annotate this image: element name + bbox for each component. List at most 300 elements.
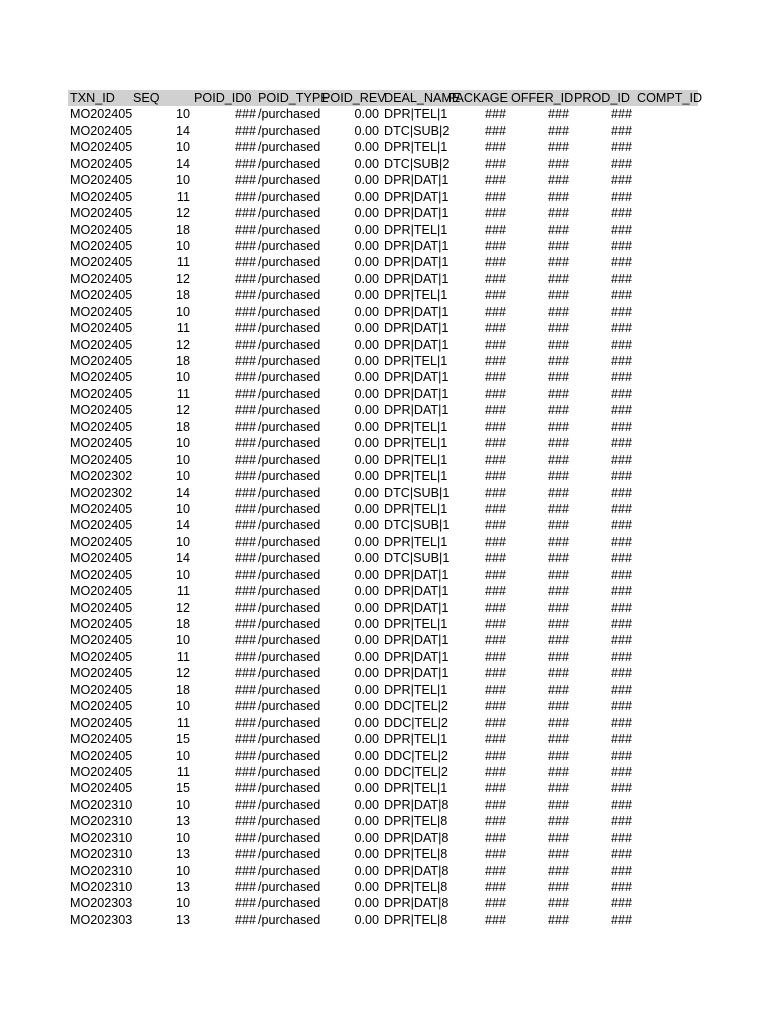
cell-offer-id[interactable]: ### bbox=[547, 912, 569, 927]
cell-prod-id[interactable]: ### bbox=[610, 222, 632, 237]
cell-poid-id0[interactable]: ### bbox=[234, 732, 256, 747]
cell-package[interactable]: ### bbox=[484, 764, 506, 779]
cell-offer-id[interactable]: ### bbox=[547, 699, 569, 714]
cell-poid-id0[interactable]: ### bbox=[234, 501, 256, 516]
cell-txn-id[interactable]: MO202405 bbox=[70, 748, 133, 763]
cell-prod-id[interactable]: ### bbox=[610, 880, 632, 894]
cell-poid-type[interactable]: /purchased bbox=[258, 288, 321, 303]
cell-seq[interactable]: 10 bbox=[175, 452, 190, 467]
cell-offer-id[interactable]: ### bbox=[547, 633, 569, 648]
cell-poid-type[interactable]: /purchased bbox=[258, 469, 321, 484]
cell-poid-rev[interactable]: 0.00 bbox=[354, 386, 379, 401]
cell-poid-id0[interactable]: ### bbox=[234, 814, 256, 829]
cell-prod-id[interactable]: ### bbox=[610, 797, 632, 812]
cell-offer-id[interactable]: ### bbox=[547, 715, 569, 730]
cell-offer-id[interactable]: ### bbox=[547, 617, 569, 631]
cell-offer-id[interactable]: ### bbox=[547, 584, 569, 599]
cell-poid-rev[interactable]: 0.00 bbox=[354, 222, 379, 237]
cell-poid-rev[interactable]: 0.00 bbox=[354, 337, 379, 352]
cell-deal-name[interactable]: DPR|TEL|8 bbox=[384, 814, 448, 829]
cell-package[interactable]: ### bbox=[484, 337, 506, 352]
cell-poid-rev[interactable]: 0.00 bbox=[354, 304, 379, 319]
cell-offer-id[interactable]: ### bbox=[547, 271, 569, 286]
cell-package[interactable]: ### bbox=[484, 896, 506, 911]
cell-prod-id[interactable]: ### bbox=[610, 847, 632, 862]
cell-poid-type[interactable]: /purchased bbox=[258, 370, 321, 385]
cell-poid-rev[interactable]: 0.00 bbox=[354, 255, 379, 270]
cell-poid-id0[interactable]: ### bbox=[234, 288, 256, 303]
cell-poid-rev[interactable]: 0.00 bbox=[354, 189, 379, 204]
cell-seq[interactable]: 14 bbox=[175, 156, 190, 171]
cell-package[interactable]: ### bbox=[484, 534, 506, 549]
cell-seq[interactable]: 14 bbox=[175, 551, 190, 566]
cell-poid-type[interactable]: /purchased bbox=[258, 797, 321, 812]
cell-poid-rev[interactable]: 0.00 bbox=[354, 896, 379, 911]
cell-txn-id[interactable]: MO202405 bbox=[70, 600, 133, 615]
cell-seq[interactable]: 15 bbox=[175, 781, 190, 796]
cell-offer-id[interactable]: ### bbox=[547, 781, 569, 796]
cell-offer-id[interactable]: ### bbox=[547, 288, 569, 303]
cell-poid-id0[interactable]: ### bbox=[234, 633, 256, 648]
cell-txn-id[interactable]: MO202303 bbox=[70, 896, 133, 911]
cell-txn-id[interactable]: MO202405 bbox=[70, 238, 133, 253]
cell-offer-id[interactable]: ### bbox=[547, 173, 569, 188]
cell-package[interactable]: ### bbox=[484, 567, 506, 582]
cell-seq[interactable]: 18 bbox=[175, 222, 190, 237]
cell-package[interactable]: ### bbox=[484, 781, 506, 796]
cell-prod-id[interactable]: ### bbox=[610, 715, 632, 730]
cell-poid-id0[interactable]: ### bbox=[234, 518, 256, 533]
cell-package[interactable]: ### bbox=[484, 173, 506, 188]
cell-deal-name[interactable]: DPR|TEL|1 bbox=[384, 222, 448, 237]
cell-deal-name[interactable]: DPR|DAT|8 bbox=[384, 896, 449, 911]
cell-poid-id0[interactable]: ### bbox=[234, 764, 256, 779]
cell-poid-type[interactable]: /purchased bbox=[258, 156, 321, 171]
cell-poid-type[interactable]: /purchased bbox=[258, 682, 321, 697]
cell-package[interactable]: ### bbox=[484, 797, 506, 812]
cell-txn-id[interactable]: MO202405 bbox=[70, 633, 133, 648]
cell-poid-type[interactable]: /purchased bbox=[258, 419, 321, 434]
cell-poid-id0[interactable]: ### bbox=[234, 123, 256, 138]
cell-txn-id[interactable]: MO202303 bbox=[70, 912, 133, 927]
cell-txn-id[interactable]: MO202405 bbox=[70, 337, 133, 352]
cell-txn-id[interactable]: MO202310 bbox=[70, 814, 133, 829]
cell-prod-id[interactable]: ### bbox=[610, 469, 632, 484]
cell-deal-name[interactable]: DPR|DAT|1 bbox=[384, 584, 449, 599]
cell-poid-type[interactable]: /purchased bbox=[258, 337, 321, 352]
cell-txn-id[interactable]: MO202302 bbox=[70, 485, 133, 500]
cell-offer-id[interactable]: ### bbox=[547, 156, 569, 171]
cell-offer-id[interactable]: ### bbox=[547, 797, 569, 812]
cell-seq[interactable]: 11 bbox=[176, 189, 190, 204]
cell-offer-id[interactable]: ### bbox=[547, 814, 569, 829]
header-poid-id0[interactable]: POID_ID0 bbox=[194, 91, 252, 105]
cell-deal-name[interactable]: DPR|DAT|1 bbox=[384, 238, 449, 253]
cell-poid-id0[interactable]: ### bbox=[234, 551, 256, 566]
cell-txn-id[interactable]: MO202405 bbox=[70, 617, 133, 631]
cell-poid-id0[interactable]: ### bbox=[234, 469, 256, 484]
cell-offer-id[interactable]: ### bbox=[547, 370, 569, 385]
cell-poid-type[interactable]: /purchased bbox=[258, 896, 321, 911]
cell-deal-name[interactable]: DPR|TEL|1 bbox=[384, 682, 448, 697]
cell-package[interactable]: ### bbox=[484, 518, 506, 533]
cell-poid-rev[interactable]: 0.00 bbox=[354, 403, 379, 418]
cell-seq[interactable]: 11 bbox=[176, 584, 190, 599]
cell-seq[interactable]: 10 bbox=[175, 567, 190, 582]
cell-poid-id0[interactable]: ### bbox=[234, 912, 256, 927]
cell-package[interactable]: ### bbox=[484, 732, 506, 747]
cell-poid-type[interactable]: /purchased bbox=[258, 354, 321, 368]
cell-offer-id[interactable]: ### bbox=[547, 600, 569, 615]
cell-prod-id[interactable]: ### bbox=[610, 732, 632, 747]
cell-txn-id[interactable]: MO202405 bbox=[70, 206, 133, 221]
cell-poid-rev[interactable]: 0.00 bbox=[354, 584, 379, 599]
cell-txn-id[interactable]: MO202310 bbox=[70, 847, 133, 862]
header-txn-id[interactable]: TXN_ID bbox=[70, 91, 115, 105]
cell-offer-id[interactable]: ### bbox=[547, 534, 569, 549]
cell-poid-id0[interactable]: ### bbox=[234, 370, 256, 385]
cell-poid-id0[interactable]: ### bbox=[234, 715, 256, 730]
cell-poid-type[interactable]: /purchased bbox=[258, 699, 321, 714]
cell-offer-id[interactable]: ### bbox=[547, 649, 569, 664]
cell-txn-id[interactable]: MO202405 bbox=[70, 452, 133, 467]
cell-poid-type[interactable]: /purchased bbox=[258, 666, 321, 681]
cell-txn-id[interactable]: MO202405 bbox=[70, 419, 133, 434]
cell-poid-rev[interactable]: 0.00 bbox=[354, 123, 379, 138]
cell-package[interactable]: ### bbox=[484, 222, 506, 237]
cell-prod-id[interactable]: ### bbox=[610, 452, 632, 467]
cell-poid-rev[interactable]: 0.00 bbox=[354, 419, 379, 434]
cell-package[interactable]: ### bbox=[484, 436, 506, 451]
cell-poid-type[interactable]: /purchased bbox=[258, 386, 321, 401]
cell-poid-id0[interactable]: ### bbox=[234, 567, 256, 582]
header-compt-id[interactable]: COMPT_ID bbox=[637, 91, 703, 105]
cell-package[interactable]: ### bbox=[484, 912, 506, 927]
cell-poid-type[interactable]: /purchased bbox=[258, 567, 321, 582]
cell-offer-id[interactable]: ### bbox=[547, 206, 569, 221]
cell-poid-rev[interactable]: 0.00 bbox=[354, 699, 379, 714]
cell-txn-id[interactable]: MO202405 bbox=[70, 764, 133, 779]
cell-prod-id[interactable]: ### bbox=[610, 354, 632, 368]
cell-txn-id[interactable]: MO202405 bbox=[70, 140, 133, 155]
cell-package[interactable]: ### bbox=[484, 321, 506, 336]
cell-deal-name[interactable]: DDC|TEL|2 bbox=[384, 748, 448, 763]
cell-seq[interactable]: 14 bbox=[175, 485, 190, 500]
cell-txn-id[interactable]: MO202405 bbox=[70, 699, 133, 714]
cell-deal-name[interactable]: DTC|SUB|1 bbox=[384, 518, 450, 533]
cell-seq[interactable]: 13 bbox=[175, 847, 190, 862]
cell-poid-rev[interactable]: 0.00 bbox=[354, 288, 379, 303]
cell-deal-name[interactable]: DDC|TEL|2 bbox=[384, 699, 448, 714]
cell-poid-id0[interactable]: ### bbox=[234, 337, 256, 352]
cell-txn-id[interactable]: MO202405 bbox=[70, 551, 133, 566]
cell-txn-id[interactable]: MO202405 bbox=[70, 501, 133, 516]
cell-poid-rev[interactable]: 0.00 bbox=[354, 156, 379, 171]
cell-poid-rev[interactable]: 0.00 bbox=[354, 485, 379, 500]
cell-poid-type[interactable]: /purchased bbox=[258, 238, 321, 253]
cell-poid-id0[interactable]: ### bbox=[234, 682, 256, 697]
cell-deal-name[interactable]: DPR|DAT|1 bbox=[384, 567, 449, 582]
cell-package[interactable]: ### bbox=[484, 271, 506, 286]
cell-poid-id0[interactable]: ### bbox=[234, 534, 256, 549]
cell-deal-name[interactable]: DPR|TEL|8 bbox=[384, 847, 448, 862]
cell-txn-id[interactable]: MO202405 bbox=[70, 321, 133, 336]
cell-txn-id[interactable]: MO202310 bbox=[70, 830, 133, 845]
cell-deal-name[interactable]: DPR|DAT|1 bbox=[384, 649, 449, 664]
cell-poid-type[interactable]: /purchased bbox=[258, 880, 321, 894]
cell-poid-type[interactable]: /purchased bbox=[258, 501, 321, 516]
cell-seq[interactable]: 11 bbox=[176, 321, 190, 336]
cell-prod-id[interactable]: ### bbox=[610, 896, 632, 911]
cell-prod-id[interactable]: ### bbox=[610, 123, 632, 138]
cell-poid-type[interactable]: /purchased bbox=[258, 173, 321, 188]
cell-seq[interactable]: 10 bbox=[175, 238, 190, 253]
cell-poid-type[interactable]: /purchased bbox=[258, 584, 321, 599]
cell-poid-id0[interactable]: ### bbox=[234, 748, 256, 763]
cell-poid-type[interactable]: /purchased bbox=[258, 271, 321, 286]
cell-deal-name[interactable]: DPR|DAT|1 bbox=[384, 403, 449, 418]
cell-seq[interactable]: 12 bbox=[175, 666, 190, 681]
cell-txn-id[interactable]: MO202405 bbox=[70, 354, 133, 368]
cell-seq[interactable]: 11 bbox=[176, 649, 190, 664]
cell-deal-name[interactable]: DPR|DAT|1 bbox=[384, 666, 449, 681]
cell-seq[interactable]: 10 bbox=[175, 830, 190, 845]
cell-deal-name[interactable]: DTC|SUB|1 bbox=[384, 485, 450, 500]
cell-poid-id0[interactable]: ### bbox=[234, 863, 256, 878]
cell-poid-type[interactable]: /purchased bbox=[258, 436, 321, 451]
cell-seq[interactable]: 10 bbox=[175, 863, 190, 878]
cell-poid-rev[interactable]: 0.00 bbox=[354, 321, 379, 336]
cell-deal-name[interactable]: DPR|DAT|1 bbox=[384, 206, 449, 221]
cell-package[interactable]: ### bbox=[484, 551, 506, 566]
cell-package[interactable]: ### bbox=[484, 238, 506, 253]
cell-seq[interactable]: 10 bbox=[175, 633, 190, 648]
cell-txn-id[interactable]: MO202405 bbox=[70, 584, 133, 599]
cell-package[interactable]: ### bbox=[484, 370, 506, 385]
cell-package[interactable]: ### bbox=[484, 715, 506, 730]
cell-prod-id[interactable]: ### bbox=[610, 649, 632, 664]
cell-poid-type[interactable]: /purchased bbox=[258, 403, 321, 418]
cell-seq[interactable]: 18 bbox=[175, 682, 190, 697]
cell-poid-type[interactable]: /purchased bbox=[258, 847, 321, 862]
cell-package[interactable]: ### bbox=[484, 419, 506, 434]
cell-seq[interactable]: 10 bbox=[175, 501, 190, 516]
cell-prod-id[interactable]: ### bbox=[610, 271, 632, 286]
cell-poid-id0[interactable]: ### bbox=[234, 255, 256, 270]
cell-deal-name[interactable]: DPR|DAT|8 bbox=[384, 863, 449, 878]
cell-poid-rev[interactable]: 0.00 bbox=[354, 863, 379, 878]
cell-poid-type[interactable]: /purchased bbox=[258, 830, 321, 845]
cell-seq[interactable]: 10 bbox=[175, 304, 190, 319]
header-prod-id[interactable]: PROD_ID bbox=[574, 91, 630, 105]
cell-offer-id[interactable]: ### bbox=[547, 732, 569, 747]
cell-txn-id[interactable]: MO202405 bbox=[70, 189, 133, 204]
cell-txn-id[interactable]: MO202405 bbox=[70, 732, 133, 747]
cell-seq[interactable]: 10 bbox=[175, 748, 190, 763]
cell-prod-id[interactable]: ### bbox=[610, 238, 632, 253]
cell-deal-name[interactable]: DPR|TEL|1 bbox=[384, 469, 448, 484]
cell-poid-rev[interactable]: 0.00 bbox=[354, 682, 379, 697]
cell-seq[interactable]: 10 bbox=[175, 896, 190, 911]
cell-seq[interactable]: 11 bbox=[176, 255, 190, 270]
cell-txn-id[interactable]: MO202405 bbox=[70, 304, 133, 319]
cell-seq[interactable]: 18 bbox=[175, 354, 190, 368]
cell-package[interactable]: ### bbox=[484, 600, 506, 615]
cell-poid-type[interactable]: /purchased bbox=[258, 551, 321, 566]
header-offer-id[interactable]: OFFER_ID bbox=[511, 91, 574, 105]
header-poid-type[interactable]: POID_TYPE bbox=[258, 91, 329, 105]
cell-prod-id[interactable]: ### bbox=[610, 107, 632, 122]
cell-package[interactable]: ### bbox=[484, 189, 506, 204]
cell-seq[interactable]: 14 bbox=[175, 123, 190, 138]
cell-poid-id0[interactable]: ### bbox=[234, 189, 256, 204]
cell-poid-id0[interactable]: ### bbox=[234, 847, 256, 862]
cell-prod-id[interactable]: ### bbox=[610, 485, 632, 500]
cell-poid-rev[interactable]: 0.00 bbox=[354, 518, 379, 533]
cell-poid-type[interactable]: /purchased bbox=[258, 764, 321, 779]
cell-package[interactable]: ### bbox=[484, 140, 506, 155]
cell-poid-rev[interactable]: 0.00 bbox=[354, 633, 379, 648]
cell-txn-id[interactable]: MO202310 bbox=[70, 797, 133, 812]
cell-poid-type[interactable]: /purchased bbox=[258, 485, 321, 500]
cell-offer-id[interactable]: ### bbox=[547, 321, 569, 336]
cell-txn-id[interactable]: MO202405 bbox=[70, 682, 133, 697]
cell-prod-id[interactable]: ### bbox=[610, 518, 632, 533]
cell-txn-id[interactable]: MO202405 bbox=[70, 666, 133, 681]
cell-prod-id[interactable]: ### bbox=[610, 436, 632, 451]
cell-package[interactable]: ### bbox=[484, 304, 506, 319]
cell-package[interactable]: ### bbox=[484, 649, 506, 664]
cell-offer-id[interactable]: ### bbox=[547, 452, 569, 467]
cell-offer-id[interactable]: ### bbox=[547, 238, 569, 253]
cell-deal-name[interactable]: DDC|TEL|2 bbox=[384, 715, 448, 730]
cell-txn-id[interactable]: MO202405 bbox=[70, 288, 133, 303]
cell-offer-id[interactable]: ### bbox=[547, 107, 569, 122]
cell-poid-rev[interactable]: 0.00 bbox=[354, 600, 379, 615]
cell-seq[interactable]: 13 bbox=[175, 814, 190, 829]
cell-deal-name[interactable]: DPR|TEL|1 bbox=[384, 107, 448, 122]
cell-poid-type[interactable]: /purchased bbox=[258, 255, 321, 270]
cell-package[interactable]: ### bbox=[484, 617, 506, 631]
cell-poid-id0[interactable]: ### bbox=[234, 173, 256, 188]
cell-offer-id[interactable]: ### bbox=[547, 222, 569, 237]
cell-seq[interactable]: 10 bbox=[175, 534, 190, 549]
cell-offer-id[interactable]: ### bbox=[547, 880, 569, 894]
cell-poid-rev[interactable]: 0.00 bbox=[354, 436, 379, 451]
cell-prod-id[interactable]: ### bbox=[610, 189, 632, 204]
cell-txn-id[interactable]: MO202405 bbox=[70, 255, 133, 270]
cell-txn-id[interactable]: MO202405 bbox=[70, 173, 133, 188]
cell-poid-rev[interactable]: 0.00 bbox=[354, 173, 379, 188]
cell-poid-id0[interactable]: ### bbox=[234, 436, 256, 451]
cell-seq[interactable]: 10 bbox=[175, 173, 190, 188]
cell-poid-type[interactable]: /purchased bbox=[258, 814, 321, 829]
cell-prod-id[interactable]: ### bbox=[610, 600, 632, 615]
cell-poid-type[interactable]: /purchased bbox=[258, 748, 321, 763]
cell-seq[interactable]: 10 bbox=[175, 107, 190, 122]
cell-offer-id[interactable]: ### bbox=[547, 764, 569, 779]
cell-deal-name[interactable]: DDC|TEL|2 bbox=[384, 764, 448, 779]
cell-poid-type[interactable]: /purchased bbox=[258, 140, 321, 155]
cell-offer-id[interactable]: ### bbox=[547, 682, 569, 697]
cell-deal-name[interactable]: DPR|DAT|1 bbox=[384, 304, 449, 319]
cell-poid-rev[interactable]: 0.00 bbox=[354, 781, 379, 796]
cell-txn-id[interactable]: MO202405 bbox=[70, 534, 133, 549]
cell-offer-id[interactable]: ### bbox=[547, 304, 569, 319]
cell-prod-id[interactable]: ### bbox=[610, 912, 632, 927]
cell-deal-name[interactable]: DPR|DAT|1 bbox=[384, 386, 449, 401]
cell-poid-id0[interactable]: ### bbox=[234, 304, 256, 319]
cell-prod-id[interactable]: ### bbox=[610, 403, 632, 418]
cell-poid-id0[interactable]: ### bbox=[234, 600, 256, 615]
cell-package[interactable]: ### bbox=[484, 403, 506, 418]
cell-prod-id[interactable]: ### bbox=[610, 337, 632, 352]
cell-txn-id[interactable]: MO202405 bbox=[70, 271, 133, 286]
cell-offer-id[interactable]: ### bbox=[547, 666, 569, 681]
cell-package[interactable]: ### bbox=[484, 123, 506, 138]
cell-offer-id[interactable]: ### bbox=[547, 748, 569, 763]
cell-deal-name[interactable]: DPR|TEL|1 bbox=[384, 140, 448, 155]
cell-seq[interactable]: 18 bbox=[175, 617, 190, 631]
cell-offer-id[interactable]: ### bbox=[547, 386, 569, 401]
cell-poid-rev[interactable]: 0.00 bbox=[354, 764, 379, 779]
cell-package[interactable]: ### bbox=[484, 501, 506, 516]
header-poid-rev[interactable]: POID_REV bbox=[322, 91, 386, 105]
cell-poid-rev[interactable]: 0.00 bbox=[354, 715, 379, 730]
cell-poid-id0[interactable]: ### bbox=[234, 156, 256, 171]
cell-txn-id[interactable]: MO202405 bbox=[70, 156, 133, 171]
cell-prod-id[interactable]: ### bbox=[610, 551, 632, 566]
cell-offer-id[interactable]: ### bbox=[547, 896, 569, 911]
cell-deal-name[interactable]: DPR|DAT|1 bbox=[384, 370, 449, 385]
cell-package[interactable]: ### bbox=[484, 814, 506, 829]
header-package[interactable]: PACKAGE bbox=[448, 91, 508, 105]
cell-seq[interactable]: 11 bbox=[176, 764, 190, 779]
cell-seq[interactable]: 12 bbox=[175, 337, 190, 352]
cell-prod-id[interactable]: ### bbox=[610, 534, 632, 549]
cell-poid-id0[interactable]: ### bbox=[234, 485, 256, 500]
cell-package[interactable]: ### bbox=[484, 748, 506, 763]
cell-prod-id[interactable]: ### bbox=[610, 863, 632, 878]
cell-offer-id[interactable]: ### bbox=[547, 123, 569, 138]
cell-offer-id[interactable]: ### bbox=[547, 419, 569, 434]
cell-poid-id0[interactable]: ### bbox=[234, 206, 256, 221]
cell-package[interactable]: ### bbox=[484, 469, 506, 484]
cell-offer-id[interactable]: ### bbox=[547, 847, 569, 862]
cell-txn-id[interactable]: MO202405 bbox=[70, 222, 133, 237]
cell-poid-rev[interactable]: 0.00 bbox=[354, 206, 379, 221]
cell-deal-name[interactable]: DPR|TEL|1 bbox=[384, 436, 448, 451]
cell-poid-type[interactable]: /purchased bbox=[258, 600, 321, 615]
cell-txn-id[interactable]: MO202405 bbox=[70, 386, 133, 401]
cell-deal-name[interactable]: DPR|TEL|8 bbox=[384, 912, 448, 927]
cell-package[interactable]: ### bbox=[484, 847, 506, 862]
cell-poid-type[interactable]: /purchased bbox=[258, 304, 321, 319]
cell-deal-name[interactable]: DTC|SUB|2 bbox=[384, 123, 450, 138]
cell-deal-name[interactable]: DPR|DAT|1 bbox=[384, 600, 449, 615]
cell-prod-id[interactable]: ### bbox=[610, 748, 632, 763]
cell-poid-id0[interactable]: ### bbox=[234, 321, 256, 336]
cell-package[interactable]: ### bbox=[484, 699, 506, 714]
cell-poid-type[interactable]: /purchased bbox=[258, 321, 321, 336]
cell-poid-id0[interactable]: ### bbox=[234, 797, 256, 812]
cell-poid-id0[interactable]: ### bbox=[234, 649, 256, 664]
cell-prod-id[interactable]: ### bbox=[610, 666, 632, 681]
cell-package[interactable]: ### bbox=[484, 354, 506, 368]
cell-package[interactable]: ### bbox=[484, 830, 506, 845]
cell-package[interactable]: ### bbox=[484, 682, 506, 697]
cell-seq[interactable]: 12 bbox=[175, 403, 190, 418]
